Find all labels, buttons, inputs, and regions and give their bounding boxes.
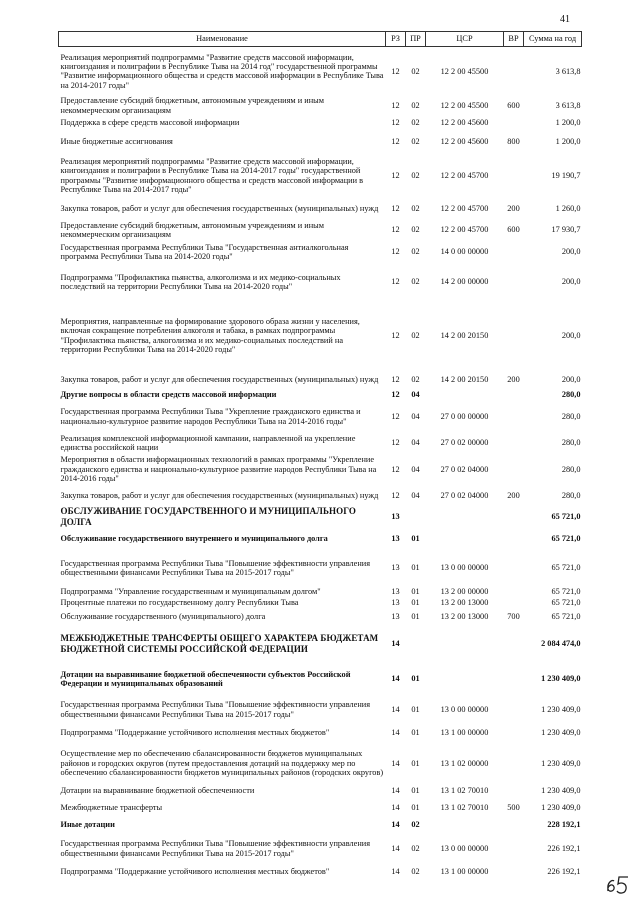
cell-vr	[504, 528, 524, 550]
table-row	[59, 598, 582, 609]
table-row	[59, 131, 582, 153]
cell-rz: 12	[391, 225, 400, 235]
cell-csr: 13 0 00 00000	[440, 563, 489, 573]
table-row	[59, 818, 582, 833]
cell-sum: 1 260,0	[555, 204, 581, 214]
cell-pr: 01	[411, 611, 420, 621]
cell-sum: 3 613,8	[555, 100, 581, 110]
cell-pr: 04	[411, 490, 420, 500]
header-sum: Сумма на год	[524, 32, 582, 47]
cell-name: Предоставление субсидий бюджетным, автономным учреждениям и иным некоммерческим организациям	[60, 220, 324, 239]
cell-rz: 13	[391, 587, 400, 597]
cell-csr: 13 1 00 00000	[440, 866, 489, 876]
cell-sum: 1 230 409,0	[541, 758, 581, 768]
cell-name: Государственная программа Республики Тыва "Повышение эффективности управления общественными финансами Республики Тыва на 2015-2017 годы"	[60, 700, 371, 719]
cell-sum: 200,0	[561, 330, 581, 340]
cell-pr: 02	[411, 866, 420, 876]
table-row	[59, 833, 582, 865]
cell-rz: 12	[391, 330, 400, 340]
cell-vr	[504, 598, 524, 609]
cell-csr: 13 2 00 13000	[440, 611, 489, 621]
cell-pr: 01	[411, 758, 420, 768]
cell-csr: 12 2 00 45600	[440, 118, 489, 128]
page-number: 41	[560, 14, 570, 25]
cell-name: Мероприятия в области информационных технологий в рамках программы "Укрепление гражданского единства и национально-культурное развитие народов Республики Тыва на 2014-2016 годы"	[60, 455, 377, 484]
cell-csr: 27 0 02 04000	[440, 490, 489, 500]
cell-sum: 65 721,0	[551, 511, 581, 521]
table-row	[59, 153, 582, 199]
cell-sum: 226 192,1	[547, 843, 581, 853]
cell-pr: 02	[411, 118, 420, 128]
cell-name: Реализация мероприятий подпрограммы "Развитие средств массовой информации, книгоиздания и полиграфии в Республике Тыва на 2014 год" государственной программы "Развитие информационного общества и средств массовой информации в Республике Тыва на 2014-2017 годы"	[60, 52, 384, 90]
cell-rz: 13	[391, 563, 400, 573]
cell-vr: 600	[507, 100, 520, 110]
cell-csr: 13 1 02 00000	[440, 758, 489, 768]
cell-pr: 02	[411, 375, 420, 385]
cell-rz: 12	[391, 247, 400, 257]
cell-name: МЕЖБЮДЖЕТНЫЕ ТРАНСФЕРТЫ ОБЩЕГО ХАРАКТЕРА БЮДЖЕТАМ БЮДЖЕТНОЙ СИСТЕМЫ РОССИЙСКОЙ ФЕДЕРАЦИИ	[60, 633, 379, 654]
cell-sum: 65 721,0	[551, 611, 581, 621]
cell-csr	[426, 663, 504, 696]
cell-pr: 04	[411, 464, 420, 474]
cell-rz: 13	[391, 533, 400, 543]
table-row	[59, 454, 582, 486]
cell-name: Поддержка в сфере средств массовой информации	[60, 118, 240, 128]
cell-csr: 12 2 00 45500	[440, 100, 489, 110]
cell-csr: 12 2 00 45600	[440, 136, 489, 146]
cell-name: Мероприятия, направленные на формирование здорового образа жизни у населения, включая сокращение потребления алкоголя и табака, в рамках подпрограммы "Профилактика пьянства, алкоголизма и их медико-социальных последствий на территории Республики Тыва на 2014-2020 годы"	[60, 316, 360, 354]
cell-vr	[504, 264, 524, 301]
cell-name: Государственная программа Республики Тыва "Повышение эффективности управления общественными финансами Республики Тыва на 2015-2017 годы"	[60, 839, 371, 858]
cell-name: Дотации на выравнивание бюджетной обеспеченности субъектов Российской Федерации и муниципальных образований	[60, 669, 351, 688]
cell-sum: 200,0	[561, 375, 581, 385]
cell-vr	[504, 696, 524, 724]
table-body	[59, 47, 582, 879]
cell-sum: 1 230 409,0	[541, 802, 581, 812]
cell-sum: 280,0	[561, 464, 581, 474]
cell-csr: 14 2 00 20150	[440, 375, 489, 385]
cell-name: Другие вопросы в области средств массовой информации	[60, 390, 277, 400]
cell-pr: 01	[411, 802, 420, 812]
cell-sum: 226 192,1	[547, 866, 581, 876]
cell-sum: 1 230 409,0	[541, 728, 581, 738]
cell-name: Закупка товаров, работ и услуг для обеспечения государственных (муниципальных) нужд	[60, 204, 379, 214]
cell-pr: 02	[411, 66, 420, 76]
cell-sum: 1 230 409,0	[541, 786, 581, 796]
cell-pr: 02	[411, 277, 420, 287]
cell-rz: 14	[391, 728, 400, 738]
cell-vr	[504, 587, 524, 598]
table-row	[59, 528, 582, 550]
cell-pr: 01	[411, 587, 420, 597]
table-row	[59, 550, 582, 587]
cell-pr	[406, 625, 426, 663]
cell-rz: 13	[391, 511, 400, 521]
cell-csr: 14 2 00 00000	[440, 277, 489, 287]
cell-pr: 02	[411, 843, 420, 853]
cell-csr: 13 0 00 00000	[440, 843, 489, 853]
cell-sum: 280,0	[561, 411, 581, 421]
cell-name: Реализация комплексной информационной кампании, направленной на укрепление единства российской нации	[60, 433, 356, 452]
cell-vr	[504, 550, 524, 587]
cell-sum: 65 721,0	[551, 598, 581, 608]
cell-sum: 280,0	[561, 390, 581, 400]
table-row	[59, 506, 582, 528]
cell-name: Обслуживание государственного внутреннего и муниципального долга	[60, 533, 328, 543]
cell-csr: 13 0 00 00000	[440, 704, 489, 714]
table-row	[59, 301, 582, 371]
cell-pr: 02	[411, 330, 420, 340]
cell-pr: 02	[411, 225, 420, 235]
cell-csr: 12 2 00 45700	[440, 204, 489, 214]
cell-vr	[504, 454, 524, 486]
table-row	[59, 241, 582, 264]
cell-sum: 2 084 474,0	[541, 638, 581, 648]
table-row	[59, 390, 582, 401]
table-row	[59, 609, 582, 625]
cell-name: Осуществление мер по обеспечению сбалансированности бюджетов муниципальных районов и городских округов (путем предоставления дотаций на поддержку мер по обеспечению сбалансированности бюджетов муниципальных районов (городских округов)	[60, 749, 384, 778]
cell-rz: 12	[391, 375, 400, 385]
cell-rz: 12	[391, 390, 400, 400]
cell-pr: 01	[411, 598, 420, 608]
cell-name: Иные бюджетные ассигнования	[60, 136, 173, 146]
cell-name: Иные дотации	[60, 820, 115, 830]
cell-name: Государственная программа Республики Тыва "Укрепление гражданского единства и национально-культурное развитие народов Республики Тыва на 2014-2016 годы"	[60, 407, 361, 426]
header-vr: ВР	[504, 32, 524, 47]
cell-sum: 65 721,0	[551, 587, 581, 597]
cell-rz: 14	[391, 638, 400, 648]
cell-vr	[504, 116, 524, 131]
cell-name: ОБСЛУЖИВАНИЕ ГОСУДАРСТВЕННОГО И МУНИЦИПАЛЬНОГО ДОЛГА	[60, 506, 356, 527]
table-row	[59, 433, 582, 454]
table-row	[59, 96, 582, 116]
cell-sum: 1 230 409,0	[541, 704, 581, 714]
cell-rz: 14	[391, 674, 400, 684]
cell-csr: 14 0 00 00000	[440, 247, 489, 257]
cell-vr	[504, 47, 524, 96]
cell-sum: 65 721,0	[551, 533, 581, 543]
cell-vr: 700	[507, 611, 520, 621]
header-rz: РЗ	[386, 32, 406, 47]
table-header-row	[59, 32, 582, 47]
cell-pr: 04	[411, 411, 420, 421]
table-row	[59, 743, 582, 785]
cell-name: Предоставление субсидий бюджетным, автономным учреждениям и иным некоммерческим организациям	[60, 96, 324, 115]
cell-pr: 01	[411, 533, 420, 543]
cell-vr	[504, 724, 524, 743]
cell-vr	[504, 818, 524, 833]
cell-csr	[426, 506, 504, 528]
cell-vr	[504, 390, 524, 401]
cell-name: Дотации на выравнивание бюджетной обеспеченности	[60, 786, 255, 796]
cell-csr: 13 2 00 00000	[440, 587, 489, 597]
cell-sum: 65 721,0	[551, 563, 581, 573]
cell-pr: 04	[411, 390, 420, 400]
cell-vr	[504, 865, 524, 879]
cell-pr: 01	[411, 563, 420, 573]
cell-vr: 200	[507, 490, 520, 500]
cell-rz: 14	[391, 843, 400, 853]
cell-csr: 13 1 00 00000	[440, 728, 489, 738]
cell-csr	[426, 818, 504, 833]
cell-rz: 14	[391, 866, 400, 876]
table-row	[59, 785, 582, 798]
cell-rz: 14	[391, 786, 400, 796]
cell-sum: 200,0	[561, 277, 581, 287]
cell-pr: 04	[411, 438, 420, 448]
cell-name: Подпрограмма "Поддержание устойчивого исполнения местных бюджетов"	[60, 728, 330, 738]
cell-name: Подпрограмма "Профилактика пьянства, алкоголизма и их медико-социальных последствий на территории Республики Тыва на 2014-2020 годы"	[60, 272, 341, 291]
cell-rz: 14	[391, 820, 400, 830]
handwritten-page-number	[604, 873, 632, 897]
cell-rz: 14	[391, 758, 400, 768]
cell-sum: 3 613,8	[555, 66, 581, 76]
table-row	[59, 724, 582, 743]
table-row	[59, 663, 582, 696]
cell-vr	[504, 833, 524, 865]
cell-rz: 13	[391, 598, 400, 608]
cell-name: Реализация мероприятий подпрограммы "Развитие средств массовой информации, книгоиздания и полиграфии в Республике Тыва на 2014-2017 годы" государственной программы "Развитие информационного общества и средств массовой информации в Республике Тыва на 2014-2017 годы"	[60, 156, 364, 194]
table-row	[59, 625, 582, 663]
cell-csr: 12 2 00 45700	[440, 225, 489, 235]
table-row	[59, 264, 582, 301]
cell-csr: 13 2 00 13000	[440, 598, 489, 608]
cell-rz: 12	[391, 118, 400, 128]
cell-csr	[426, 390, 504, 401]
cell-rz: 12	[391, 136, 400, 146]
cell-sum: 200,0	[561, 247, 581, 257]
cell-pr: 02	[411, 820, 420, 830]
cell-sum: 1 230 409,0	[541, 674, 581, 684]
cell-rz: 12	[391, 204, 400, 214]
table-row	[59, 587, 582, 598]
cell-name: Подпрограмма "Поддержание устойчивого исполнения местных бюджетов"	[60, 866, 330, 876]
cell-pr: 01	[411, 704, 420, 714]
cell-vr	[504, 506, 524, 528]
header-pr: ПР	[406, 32, 426, 47]
cell-vr	[504, 743, 524, 785]
table-row	[59, 371, 582, 390]
cell-name: Закупка товаров, работ и услуг для обеспечения государственных (муниципальных) нужд	[60, 375, 379, 385]
cell-csr: 13 1 02 70010	[440, 786, 489, 796]
table-row	[59, 401, 582, 433]
budget-table	[58, 31, 582, 879]
cell-sum: 17 930,7	[551, 225, 581, 235]
cell-name: Обслуживание государственного (муниципального) долга	[60, 611, 266, 621]
cell-csr: 12 2 00 45500	[440, 66, 489, 76]
cell-pr: 02	[411, 170, 420, 180]
cell-sum: 280,0	[561, 438, 581, 448]
cell-csr: 12 2 00 45700	[440, 170, 489, 180]
cell-csr	[426, 625, 504, 663]
cell-csr: 27 0 02 04000	[440, 464, 489, 474]
header-name: Наименование	[59, 32, 386, 47]
cell-sum: 19 190,7	[551, 170, 581, 180]
table-row	[59, 220, 582, 241]
cell-pr: 01	[411, 728, 420, 738]
cell-vr: 800	[507, 136, 520, 146]
cell-pr	[406, 506, 426, 528]
cell-sum: 1 200,0	[555, 136, 581, 146]
cell-pr: 02	[411, 100, 420, 110]
cell-sum: 1 200,0	[555, 118, 581, 128]
cell-rz: 14	[391, 802, 400, 812]
cell-name: Межбюджетные трансферты	[60, 802, 163, 812]
cell-pr: 01	[411, 674, 420, 684]
cell-name: Государственная программа Республики Тыва "Повышение эффективности управления общественными финансами Республики Тыва на 2015-2017 годы"	[60, 558, 371, 577]
cell-name: Процентные платежи по государственному долгу Республики Тыва	[60, 598, 299, 608]
cell-vr	[504, 625, 524, 663]
header-csr: ЦСР	[426, 32, 504, 47]
cell-rz: 12	[391, 411, 400, 421]
cell-rz: 13	[391, 611, 400, 621]
cell-vr: 600	[507, 225, 520, 235]
cell-pr: 02	[411, 204, 420, 214]
cell-name: Подпрограмма "Управление государственным и муниципальным долгом"	[60, 587, 321, 597]
cell-vr	[504, 301, 524, 371]
table-row	[59, 865, 582, 879]
cell-vr	[504, 785, 524, 798]
cell-sum: 228 192,1	[547, 820, 581, 830]
table-row	[59, 486, 582, 506]
cell-rz: 12	[391, 66, 400, 76]
cell-vr	[504, 401, 524, 433]
cell-sum: 280,0	[561, 490, 581, 500]
table-row	[59, 696, 582, 724]
cell-rz: 12	[391, 490, 400, 500]
cell-csr	[426, 528, 504, 550]
cell-vr	[504, 433, 524, 454]
table-row	[59, 199, 582, 220]
cell-name: Государственная программа Республики Тыва "Государственная антиалкогольная программа Республики Тыва на 2014-2020 годы"	[60, 242, 349, 261]
cell-vr	[504, 241, 524, 264]
cell-csr: 13 1 02 70010	[440, 802, 489, 812]
cell-vr: 200	[507, 375, 520, 385]
cell-pr: 02	[411, 136, 420, 146]
cell-rz: 12	[391, 170, 400, 180]
cell-name: Закупка товаров, работ и услуг для обеспечения государственных (муниципальных) нужд	[60, 490, 379, 500]
cell-rz: 14	[391, 704, 400, 714]
cell-pr: 01	[411, 786, 420, 796]
cell-rz: 12	[391, 277, 400, 287]
cell-rz: 12	[391, 100, 400, 110]
cell-rz: 12	[391, 464, 400, 474]
table-row	[59, 116, 582, 131]
table-row	[59, 47, 582, 96]
cell-vr: 500	[507, 802, 520, 812]
cell-csr: 27 0 02 00000	[440, 438, 489, 448]
cell-vr: 200	[507, 204, 520, 214]
cell-vr	[504, 153, 524, 199]
cell-rz: 12	[391, 438, 400, 448]
cell-pr: 02	[411, 247, 420, 257]
table-row	[59, 798, 582, 818]
cell-csr: 14 2 00 20150	[440, 330, 489, 340]
cell-vr	[504, 663, 524, 696]
cell-csr: 27 0 00 00000	[440, 411, 489, 421]
